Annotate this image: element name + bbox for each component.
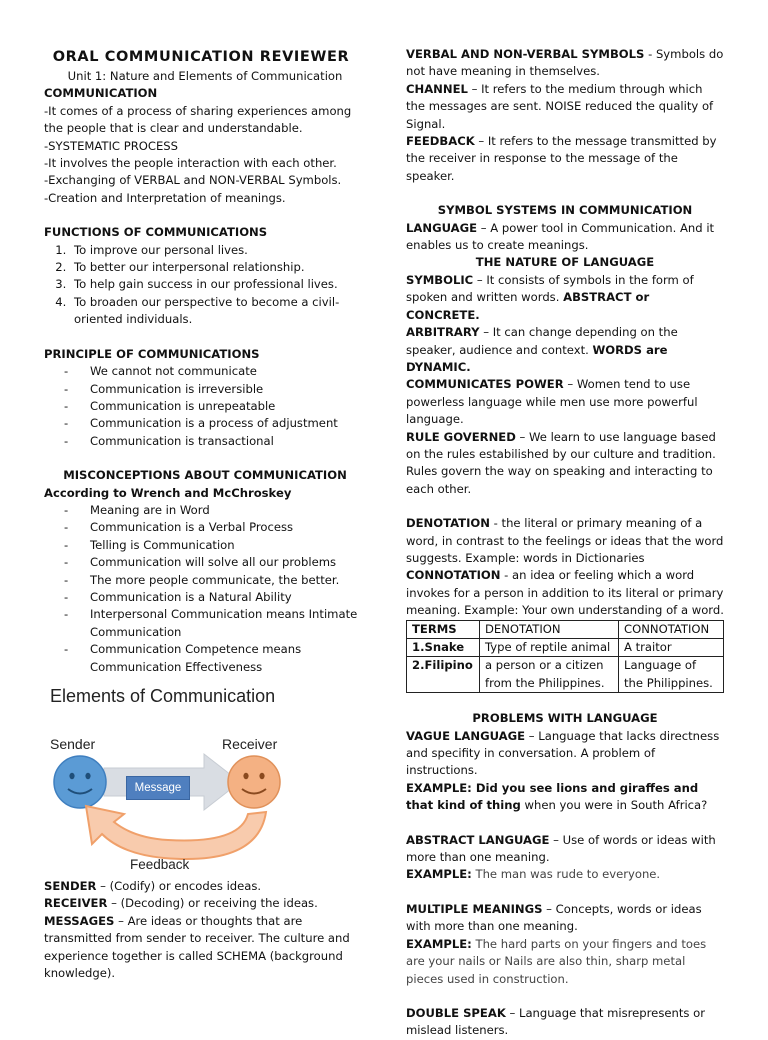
list-item: - Communication is unrepeatable bbox=[64, 398, 366, 415]
list-item: - Interpersonal Communication means Intimate Communication bbox=[64, 606, 366, 641]
term-label: ABSTRACT LANGUAGE bbox=[406, 832, 550, 847]
vague-definition bbox=[406, 728, 724, 780]
example-emphasis: Did you see lions and giraffes and that kind of thing bbox=[406, 780, 699, 813]
communication-heading: COMMUNICATION bbox=[44, 86, 158, 101]
term-text: – It refers to the medium through which the messages are sent. NOISE reduced the quality of Signal. bbox=[406, 81, 714, 131]
list-item: - The more people communicate, the better. bbox=[64, 572, 366, 589]
sender-face-icon bbox=[54, 756, 106, 808]
list-item: - Communication is a Natural Ability bbox=[64, 589, 366, 606]
arbitrary-definition bbox=[406, 324, 724, 376]
list-item: 3. To help gain success in our professional lives. bbox=[70, 276, 366, 293]
term-text: – It consists of symbols in the form of spoken and written words. bbox=[406, 272, 694, 305]
term-label: MULTIPLE MEANINGS bbox=[406, 901, 543, 916]
table-row bbox=[407, 657, 724, 693]
term-emphasis: ABSTRACT or CONCRETE. bbox=[406, 290, 650, 322]
term-text: – (Decoding) or receiving the ideas. bbox=[107, 896, 318, 911]
diagram-message-box: Message bbox=[126, 776, 190, 800]
table-cell: A traitor bbox=[619, 639, 724, 657]
feedback-definition bbox=[406, 133, 724, 185]
term-label: RULE GOVERNED bbox=[406, 429, 516, 444]
misconceptions-list bbox=[44, 502, 366, 676]
list-item: - Communication is a process of adjustment bbox=[64, 415, 366, 432]
connotation-definition bbox=[406, 567, 724, 619]
feedback-arrow bbox=[86, 806, 266, 859]
table-row bbox=[407, 639, 724, 657]
left-column bbox=[44, 46, 366, 982]
vague-example bbox=[406, 780, 724, 815]
term-text: – It can change depending on the speaker, audience and context. bbox=[406, 325, 678, 357]
term-label: VAGUE LANGUAGE bbox=[406, 728, 526, 743]
term-text: – We learn to use language based on the rules estabilished by our culture and tradition. Rules govern the way on speaking and interacting to each other. bbox=[406, 429, 716, 496]
table-header-cell: CONNOTATION bbox=[619, 620, 724, 638]
term-text: – A power tool in Communication. And it enables us to create meanings. bbox=[406, 220, 715, 253]
example-text: The hard parts on your fingers and toes are your nails or Nails are also thin, sharp metal pieces used in construction. bbox=[406, 936, 707, 986]
term-text: - Symbols do not have meaning in themselves. bbox=[406, 47, 724, 79]
functions-heading: FUNCTIONS OF COMMUNICATIONS bbox=[44, 225, 268, 240]
term-text: - the literal or primary meaning of a word, in contrast to the feelings or ideas that the word suggests. Example: words in Dictionaries bbox=[406, 516, 724, 565]
example-label: EXAMPLE: bbox=[406, 867, 472, 882]
term-label: DENOTATION bbox=[406, 516, 490, 531]
term-label: SYMBOLIC bbox=[406, 272, 474, 287]
according-line: According to Wrench and McChroskey bbox=[44, 485, 292, 500]
term-label: MESSAGES bbox=[44, 913, 115, 928]
misconceptions-heading: MISCONCEPTIONS ABOUT COMMUNICATION bbox=[63, 468, 347, 483]
table-cell: 2.Filipino bbox=[407, 657, 480, 693]
term-label: VERBAL AND NON-VERBAL SYMBOLS bbox=[406, 47, 645, 61]
sender-definition bbox=[44, 878, 366, 895]
example-label: EXAMPLE: bbox=[406, 780, 472, 795]
term-text: – Language that lacks directness and specifity in conversation. A problem of instructions. bbox=[406, 728, 720, 778]
term-text: – Use of words or ideas with more than one meaning. bbox=[406, 832, 716, 865]
symbol-systems-heading: SYMBOL SYSTEMS IN COMMUNICATION bbox=[437, 203, 693, 218]
multiple-example bbox=[406, 936, 724, 988]
term-text: – Concepts, words or ideas with more than one meaning. bbox=[406, 901, 702, 934]
example-text: The man was rude to everyone. bbox=[471, 867, 661, 882]
table-header-cell: TERMS bbox=[407, 620, 480, 638]
term-emphasis: WORDS are DYNAMIC. bbox=[406, 342, 668, 374]
term-text: – Women tend to use powerless language while men use more powerful language. bbox=[406, 377, 698, 427]
term-text: – It refers to the message transmitted by the receiver in response to the message of the speaker. bbox=[406, 134, 717, 183]
denotation-definition bbox=[406, 515, 724, 567]
table-header-cell: DENOTATION bbox=[480, 620, 619, 638]
problems-heading: PROBLEMS WITH LANGUAGE bbox=[472, 711, 658, 726]
comm-line: -SYSTEMATIC PROCESS bbox=[44, 138, 179, 153]
comm-line: -Creation and Interpretation of meanings. bbox=[44, 190, 286, 205]
abstract-example bbox=[406, 866, 724, 883]
principle-heading: PRINCIPLE OF COMMUNICATIONS bbox=[44, 346, 260, 361]
principles-list bbox=[44, 363, 366, 450]
table-cell: 1.Snake bbox=[407, 639, 480, 657]
comm-line: -Exchanging of VERBAL and NON-VERBAL Symbols. bbox=[44, 173, 342, 188]
document-title: ORAL COMMUNICATION REVIEWER bbox=[52, 49, 350, 65]
term-text: – (Codify) or encodes ideas. bbox=[96, 879, 262, 893]
list-item: - Communication is transactional bbox=[64, 433, 366, 450]
table-cell: a person or a citizen from the Philippines. bbox=[480, 657, 619, 693]
messages-definition bbox=[44, 913, 366, 983]
list-item: - Meaning are in Word bbox=[64, 502, 366, 519]
diagram-feedback-label: Feedback bbox=[130, 857, 190, 872]
power-definition bbox=[406, 376, 724, 428]
term-label: COMMUNICATES POWER bbox=[406, 377, 564, 392]
list-item: - We cannot not communicate bbox=[64, 363, 366, 380]
rule-definition bbox=[406, 429, 724, 499]
table-header-row bbox=[407, 620, 724, 638]
comm-line: -It comes of a process of sharing experiences among the people that is clear and understandable. bbox=[44, 103, 352, 136]
elements-diagram bbox=[44, 688, 366, 878]
unit-heading: Unit 1: Nature and Elements of Communication bbox=[67, 69, 343, 83]
list-item: 2. To better our interpersonal relationship. bbox=[70, 259, 366, 276]
term-label: ARBITRARY bbox=[406, 325, 480, 340]
example-text: when you were in South Africa? bbox=[520, 798, 708, 813]
receiver-definition bbox=[44, 895, 366, 912]
diagram-sender-label: Sender bbox=[50, 736, 96, 752]
term-label: CONNOTATION bbox=[406, 568, 501, 583]
list-item: 1. To improve our personal lives. bbox=[70, 242, 366, 259]
term-text: - an idea or feeling which a word invokes for a person in addition to its literal or primary meaning. Example: Your own understanding of a word. bbox=[406, 568, 724, 618]
term-label: SENDER bbox=[44, 879, 97, 893]
term-label: RECEIVER bbox=[44, 896, 108, 911]
verbal-definition bbox=[406, 46, 724, 81]
diagram-receiver-label: Receiver bbox=[222, 736, 278, 752]
comm-line: -It involves the people interaction with each other. bbox=[44, 156, 337, 171]
list-item: - Communication will solve all our problems bbox=[64, 554, 366, 571]
term-text: – Language that misrepresents or mislead listeners. bbox=[406, 1005, 705, 1038]
list-item: 4. To broaden our perspective to become a civil-oriented individuals. bbox=[70, 294, 366, 329]
example-label: EXAMPLE: bbox=[406, 936, 472, 951]
term-label: FEEDBACK bbox=[406, 134, 475, 149]
terms-table bbox=[406, 620, 724, 694]
receiver-face-icon bbox=[228, 756, 280, 808]
diagram-title: Elements of Communication bbox=[50, 686, 276, 706]
functions-list bbox=[44, 242, 366, 329]
language-definition bbox=[406, 220, 724, 255]
list-item: - Communication is a Verbal Process bbox=[64, 519, 366, 536]
double-speak-definition bbox=[406, 1005, 724, 1040]
list-item: - Communication Competence means Communication Effectiveness bbox=[64, 641, 366, 676]
channel-definition bbox=[406, 81, 724, 133]
abstract-definition bbox=[406, 832, 724, 867]
term-label: CHANNEL bbox=[406, 81, 468, 96]
list-item: - Telling is Communication bbox=[64, 537, 366, 554]
list-item: - Communication is irreversible bbox=[64, 381, 366, 398]
term-label: LANGUAGE bbox=[406, 220, 478, 235]
table-cell: Language of the Philippines. bbox=[619, 657, 724, 693]
nature-heading: THE NATURE OF LANGUAGE bbox=[475, 255, 655, 270]
term-text: – Are ideas or thoughts that are transmitted from sender to receiver. The culture and experience together is called SCHEMA (background knowledge). bbox=[44, 913, 350, 981]
table-cell: Type of reptile animal bbox=[480, 639, 619, 657]
multiple-definition bbox=[406, 901, 724, 936]
term-label: DOUBLE SPEAK bbox=[406, 1005, 506, 1020]
symbolic-definition bbox=[406, 272, 724, 324]
diagram-graphics bbox=[44, 688, 366, 878]
right-column bbox=[406, 46, 724, 1040]
